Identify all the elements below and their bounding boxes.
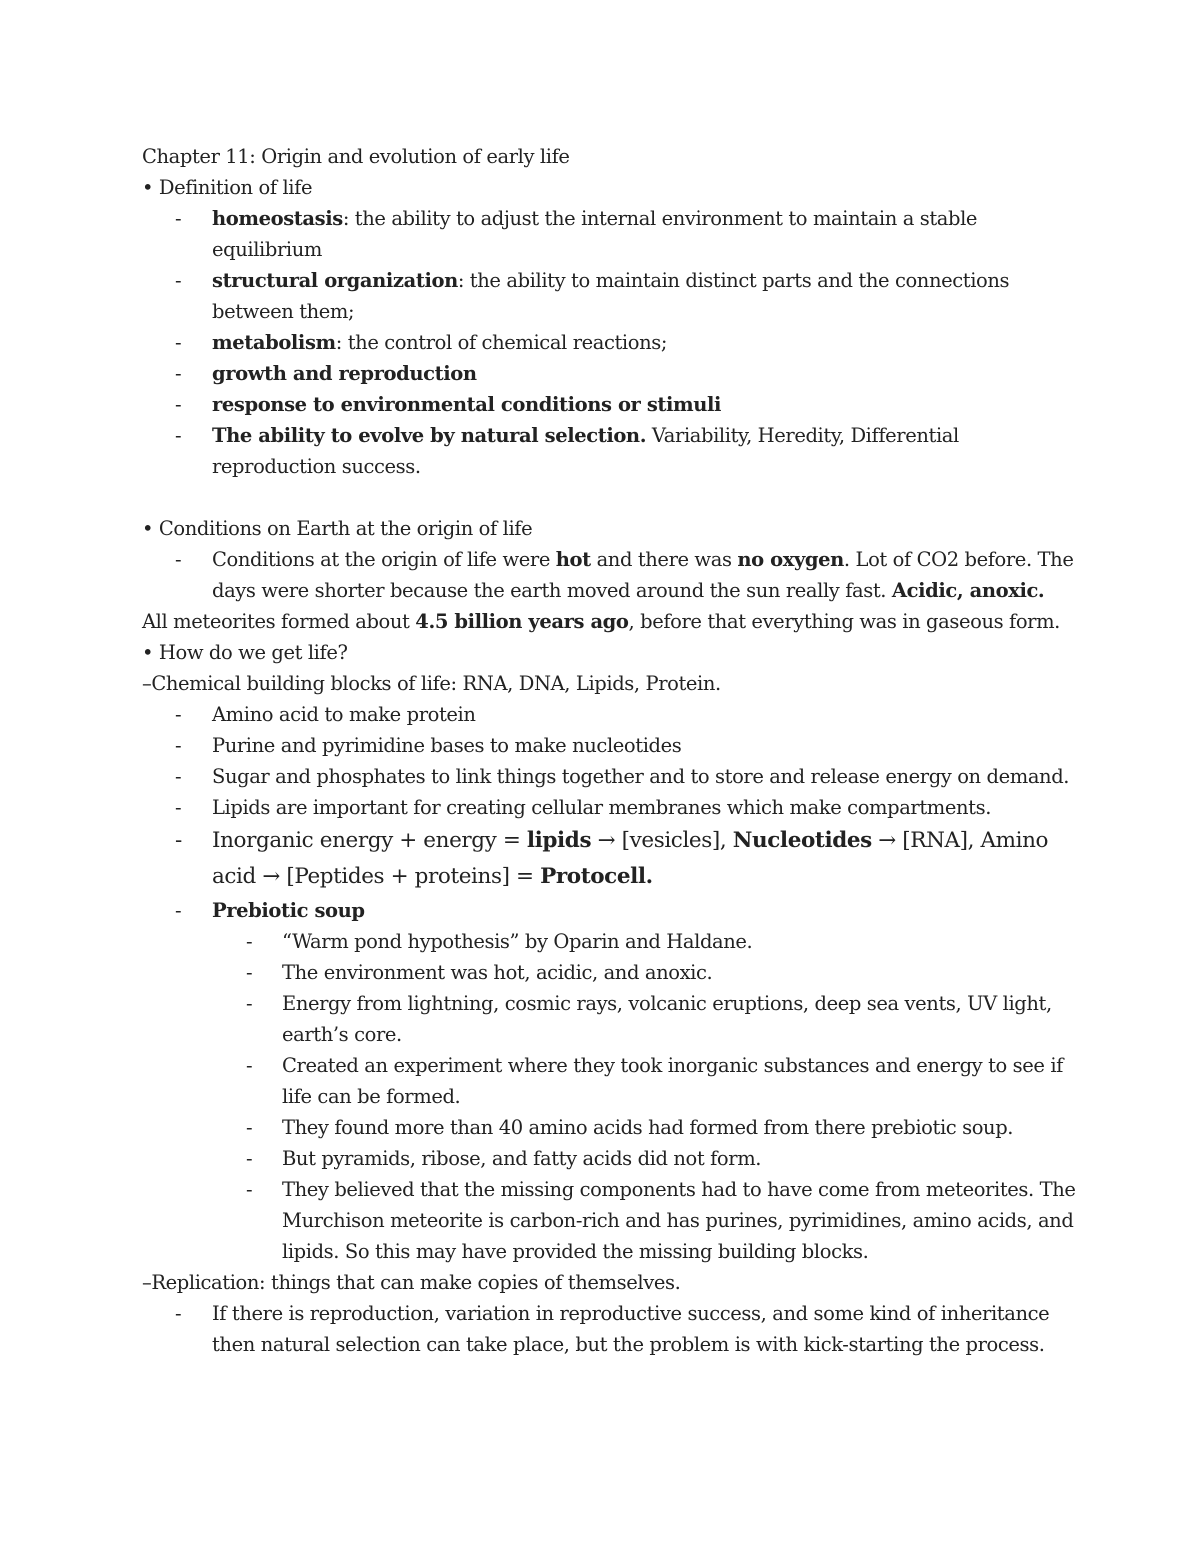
sub-list-item: - They believed that the missing components had to have come from meteorites. The Murchison meteorite is carbon-rich and has purines, pyrimidines, amino acids, and lipids. So this may have provided the missing building blocks. bbox=[246, 1178, 1076, 1263]
sub-list-item: - Created an experiment where they took inorganic substances and energy to see if life can be formed. bbox=[246, 1054, 1063, 1108]
list-item: - Sugar and phosphates to link things together and to store and release energy on demand. bbox=[175, 765, 1070, 788]
paragraph: All meteorites formed about 4.5 billion years ago, before that everything was in gaseous form. bbox=[142, 610, 1060, 633]
equation-item: - Inorganic energy + energy = lipids → [vesicles], Nucleotides → [RNA], Amino acid → [Peptides + proteins] = Protocell. bbox=[175, 828, 1049, 889]
document-body bbox=[142, 141, 1082, 1360]
section-heading: • Conditions on Earth at the origin of life bbox=[142, 517, 533, 540]
list-item: - Purine and pyrimidine bases to make nucleotides bbox=[175, 734, 682, 757]
list-item: - homeostasis: the ability to adjust the internal environment to maintain a stable equilibrium bbox=[175, 207, 978, 261]
section-heading: –Replication: things that can make copies of themselves. bbox=[142, 1271, 681, 1294]
sub-list-item: - The environment was hot, acidic, and anoxic. bbox=[246, 961, 713, 984]
list-item: - Lipids are important for creating cellular membranes which make compartments. bbox=[175, 796, 992, 819]
sub-list-item: - “Warm pond hypothesis” by Oparin and Haldane. bbox=[246, 930, 753, 953]
page-title: Chapter 11: Origin and evolution of early life bbox=[142, 145, 570, 168]
list-item: - response to environmental conditions or stimuli bbox=[175, 393, 722, 416]
list-item: - If there is reproduction, variation in reproductive success, and some kind of inheritance then natural selection can take place, but the problem is with kick-starting the process. bbox=[175, 1302, 1050, 1356]
list-item: - The ability to evolve by natural selection. Variability, Heredity, Differential reproduction success. bbox=[175, 424, 959, 478]
list-item: - Conditions at the origin of life were hot and there was no oxygen. Lot of CO2 before. The days were shorter because the earth moved around the sun really fast. Acidic, anoxic. bbox=[175, 548, 1074, 602]
list-item: - metabolism: the control of chemical reactions; bbox=[175, 331, 668, 354]
list-item: - Amino acid to make protein bbox=[175, 703, 476, 726]
sub-list-item: - Energy from lightning, cosmic rays, volcanic eruptions, deep sea vents, UV light, earth’s core. bbox=[246, 992, 1052, 1046]
section-heading: • Definition of life bbox=[142, 176, 313, 199]
sub-heading: –Chemical building blocks of life: RNA, DNA, Lipids, Protein. bbox=[142, 672, 721, 695]
list-item: - structural organization: the ability to maintain distinct parts and the connections between them; bbox=[175, 269, 1010, 323]
section-heading: • How do we get life? bbox=[142, 641, 348, 664]
list-item: - growth and reproduction bbox=[175, 362, 477, 385]
sub-list-item: - But pyramids, ribose, and fatty acids did not form. bbox=[246, 1147, 762, 1170]
sub-list-item: - They found more than 40 amino acids had formed from there prebiotic soup. bbox=[246, 1116, 1014, 1139]
list-item: - Prebiotic soup bbox=[175, 899, 365, 922]
